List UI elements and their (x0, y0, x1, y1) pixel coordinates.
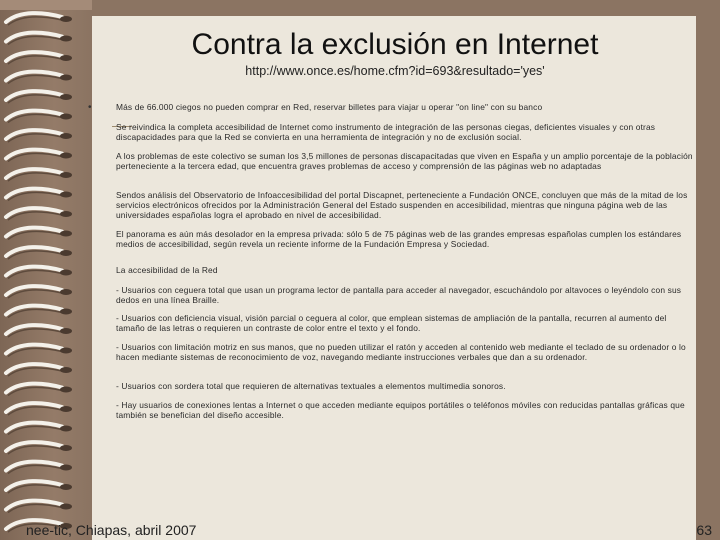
top-accent-bar (0, 0, 92, 10)
bullet-marker: • (88, 102, 92, 113)
binding-hole (60, 309, 72, 315)
binding-hole (60, 55, 72, 61)
binding-hole (60, 94, 72, 100)
binding-hole (60, 172, 72, 178)
paragraph-9: - Usuarios con limitación motriz en sus manos, que no pueden utilizar el ratón y acceden al contenido web mediante el teclado de su ordenador o lo hacen mediante sistemas de reconocimiento de voz, navegando mediante instrucciones verbales que dan a su ordenador. (116, 342, 686, 362)
paragraph-2: Se reivindica la completa accesibilidad de Internet como instrumento de integración de las personas ciegas, deficientes visuales y con otras discapacidades para que la Red se convierta en una herramienta de integración y no de exclusión social. (116, 122, 656, 142)
paragraph-7: - Usuarios con ceguera total que usan un programa lector de pantalla para acceder al navegador, escuchándolo por altavoces o leyéndolo con sus dedos en una línea Braille. (116, 285, 682, 305)
binding-hole (60, 250, 72, 256)
paragraph-5: El panorama es aún más desolador en la empresa privada: sólo 5 de 75 páginas web de las grandes empresas españolas cumplen los estándares medios de accesibilidad, según revela un reciente informe de la Fundación Empresa y Sociedad. (116, 229, 682, 249)
paragraph-4: Sendos análisis del Observatorio de Infoaccesibilidad del portal Discapnet, perteneciente a Fundación ONCE, concluyen que más de la mitad de los servicios electrónicos ofrecidos por la Administración General del Estado suspenden en accesibilidad, mientras que ninguna página web de las universidades españolas logra el aprobado en nivel de accesibilidad. (116, 190, 688, 220)
binding-hole (60, 231, 72, 237)
paragraph-11: - Hay usuarios de conexiones lentas a Internet o que acceden mediante equipos portátiles o teléfonos móviles con reducidas pantallas gráficas que también se benefician del diseño accesible. (116, 400, 685, 420)
footer-caption: nee-tic, Chiapas, abril 2007 (26, 522, 197, 538)
binding-hole (60, 484, 72, 490)
binding-hole (60, 133, 72, 139)
binding-hole (60, 328, 72, 334)
slide-panel (88, 16, 696, 540)
binding-hole (60, 114, 72, 120)
binding-hole (60, 75, 72, 81)
binding-hole (60, 36, 72, 42)
binding-hole (60, 387, 72, 393)
binding-hole (60, 504, 72, 510)
binding-hole (60, 16, 72, 22)
binding-hole (60, 192, 72, 198)
paragraph-8: - Usuarios con deficiencia visual, visión parcial o ceguera al color, que emplean sistemas de ampliación de la pantalla, recurren al aumento del tamaño de las letras o requieren un contraste de color entre el texto y el fondo. (116, 313, 667, 333)
spiral-rings-graphic (0, 0, 90, 540)
binding-hole (60, 426, 72, 432)
slide-title: Contra la exclusión en Internet (191, 28, 599, 61)
paragraph-1: Más de 66.000 ciegos no pueden comprar en Red, reservar billetes para viajar u operar "on line" con su banco (116, 102, 543, 112)
paragraph-3: A los problemas de este colectivo se suman los 3,5 millones de personas discapacitadas que viven en España y un amplio porcentaje de la población perteneciente a la tercera edad, que encuentra graves problemas de acceso y comprensión de las páginas web no adaptadas (116, 151, 693, 171)
binding-hole (60, 270, 72, 276)
binding-hole (60, 153, 72, 159)
source-url: http://www.once.es/home.cfm?id=693&resultado='yes' (245, 64, 545, 78)
binding-hole (60, 406, 72, 412)
binding-hole (60, 348, 72, 354)
section-heading: La accesibilidad de la Red (116, 265, 218, 275)
binding-hole (60, 465, 72, 471)
binding-hole (60, 211, 72, 217)
paragraph-10: - Usuarios con sordera total que requieren de alternativas textuales a elementos multimedia sonoros. (116, 381, 506, 391)
spiral-binding (0, 0, 90, 540)
binding-hole (60, 367, 72, 373)
binding-hole (60, 289, 72, 295)
binding-hole (60, 445, 72, 451)
page-number: 63 (696, 522, 712, 538)
